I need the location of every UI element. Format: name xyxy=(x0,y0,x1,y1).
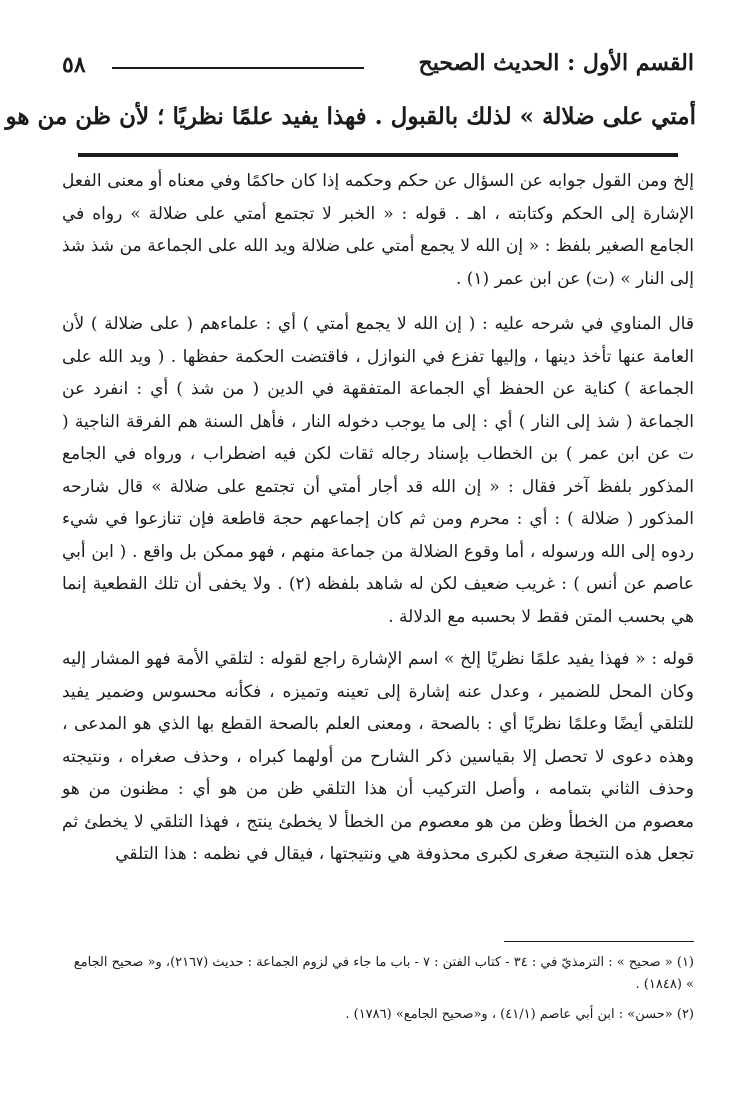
commentary-paragraph-3: قوله : « فهذا يفيد علمًا نظريًا إلخ » اسم الإشارة راجع لقوله : لتلقي الأمة فهو المشار إليه وكان المحل للضمير ، وعدل عنه إشارة إلى تعينه وتميزه ، فكأنه محسوس وضمير يفيد للتلقي أيضًا وعلمًا نظريًا أي : بالصحة ، ومعنى العلم بالصحة القطع بها الذي هو المدعى ، وهذه دعوى لا تحصل إلا بقياسين ذكر الشارح من أولهما كبراه ، وحذف صغراه ، ونتيجته وحذف الثاني بتمامه ، وأصل التركيب أن هذا التلقي ظن من هو أي : مظنون من هو معصوم من الخطأ وظن من هو معصوم من الخطأ لا يخطئ ينتج ، فهذا التلقي لا يخطئ ثم تجعل هذه النتيجة صغرى لكبرى محذوفة هي ونتيجتها ، فيقال في نظمه : هذا التلقي xyxy=(62,649,694,864)
header-rule xyxy=(112,67,364,69)
matn-text: أمتي على ضلالة » لذلك بالقبول . فهذا يفيد علمًا نظريًا ؛ لأن ظن من هو xyxy=(5,103,696,130)
footnote-2: (٢) «حسن» : ابن أبي عاصم (٤١/١) ، و«صحيح الجامع» (١٧٨٦) . xyxy=(345,1007,694,1022)
footnote-1: (١) « صحيح » : الترمذيّ في : ٣٤ - كتاب الفتن : ٧ - باب ما جاء في لزوم الجماعة : حديث (٢١٦٧)، و« صحيح الجامع » (١٨٤٨) . xyxy=(73,955,694,992)
commentary-paragraph-1: إلخ ومن القول جوابه عن السؤال عن حكم وحكمه إذا كان حاكمًا وفي معناه أو معنى الفعل الإشارة إلى الحكم وكتابته ، اهـ . قوله : « الخبر لا تجتمع أمتي على ضلالة » رواه في الجامع الصغير بلفظ : « إن الله لا يجمع أمتي على ضلالة ويد الله على الجماعة من شذ شذ إلى النار » (ت) عن ابن عمر (١) . xyxy=(62,171,694,289)
page-header xyxy=(62,50,694,86)
running-title: القسم الأول : الحديث الصحيح xyxy=(418,50,694,76)
commentary-paragraph-2: قال المناوي في شرحه عليه : ( إن الله لا يجمع أمتي ) أي : علماءهم ( على ضلالة ) لأن العامة عنها تأخذ دينها ، وإليها تفزع في النوازل ، فاقتضت الحكمة حفظها . ( ويد الله على الجماعة ) كناية عن الحفظ أي الجماعة المتفقهة في الدين ( من شذ ) أي : انفرد عن الجماعة ( شذ إلى النار ) أي : إلى ما يوجب دخوله النار ، فأهل السنة هم الفرقة الناجية ( ت عن ابن عمر ) بن الخطاب بإسناد رجاله ثقات لكن فيه اضطراب ، ورواه في الجامع المذكور بلفظ آخر فقال : « إن الله قد أجار أمتي أن تجتمع على ضلالة » قال شارحه المذكور ( ضلالة ) : أي : محرم ومن ثم كان إجماعهم حجة قاطعة فإن تنازعوا في شيء ردوه إلى الله ورسوله ، أما وقوع الضلالة من جماعة منهم ، فهو ممكن بل واقع . ( ابن أبي عاصم عن أنس ) : غريب ضعيف لكن له شاهد بلفظه (٢) . ولا يخفى أن تلك القطعية إنما هي بحسب المتن فقط لا بحسبه مع الدلالة . xyxy=(62,314,694,627)
page-number: ٥٨ xyxy=(62,52,86,78)
footnote-rule xyxy=(504,941,694,942)
footnotes xyxy=(62,952,694,1026)
commentary-body xyxy=(62,165,694,871)
matn-separator-rule xyxy=(78,153,678,157)
